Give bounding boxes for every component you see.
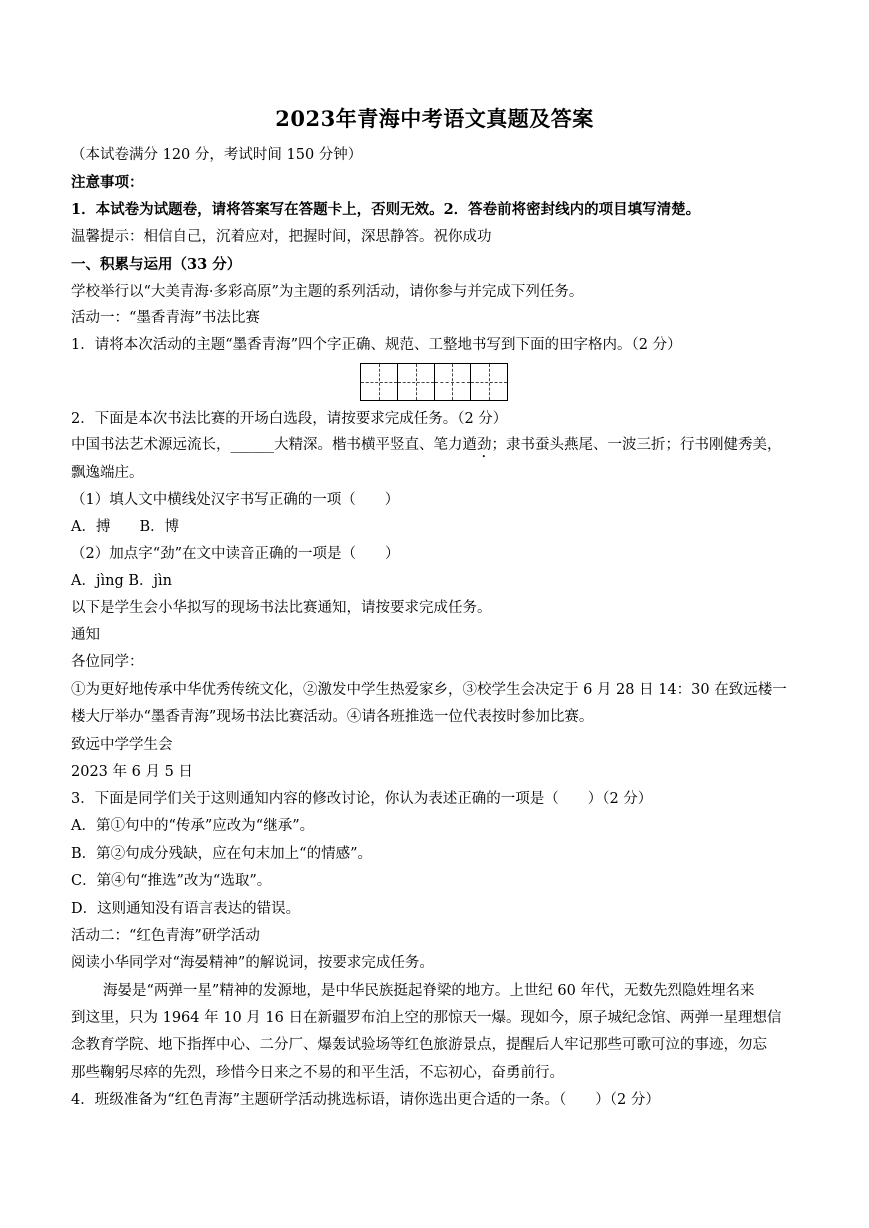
notice-salutation: 各位同学： [71, 654, 144, 670]
intro-text: 学校举行以“大美青海·多彩高原”为主题的系列活动，请你参与并完成下列任务。 [71, 284, 584, 300]
passage-2-line-1: 海晏是“两弹一星”精神的发源地，是中华民族挺起脊梁的地方。上世纪 60 年代，无数先烈隐姓埋名来 [103, 983, 755, 999]
question-2-2-options: A．jìng B．jìn [71, 573, 172, 589]
notice-intro: 以下是学生会小华拟写的现场书法比赛通知，请按要求完成任务。 [71, 600, 492, 616]
section-heading: 一、积累与运用（33 分） [71, 256, 242, 273]
notice-body: 1．本试卷为试题卷，请将答案写在答题卡上，否则无效。2．答卷前将密封线内的项目填写清楚。 [71, 201, 701, 218]
passage-1-part-a: 中国书法艺术源远流长，______大精深。楷书横平竖直、笔力遒 [71, 437, 477, 453]
notice-text-line-1: ①为更好地传承中华优秀传统文化，②激发中学生热爱家乡，③校学生会决定于 6 月 28 日 14：30 在致远楼一 [71, 682, 787, 698]
exam-info: （本试卷满分 120 分，考试时间 150 分钟） [71, 147, 363, 163]
passage-2-line-2: 到这里，只为 1964 年 10 月 16 日在新疆罗布泊上空的那惊天一爆。现如今，原子城纪念馆、两弹一星理想信 [71, 1010, 782, 1026]
question-3-option-b: B．第②句成分残缺，应在句末加上“的情感”。 [71, 846, 372, 862]
question-2-1: （1）填人文中横线处汉字书写正确的一项（ ） [71, 492, 400, 508]
tianzige-grid[interactable] [360, 363, 508, 401]
question-2-1-options: A．搏 B．博 [71, 519, 180, 535]
grid-cell[interactable] [471, 364, 507, 400]
notice-heading: 注意事项： [71, 174, 144, 191]
question-1: 1．请将本次活动的主题“墨香青海”四个字正确、规范、工整地书写到下面的田字格内。（2 分） [71, 337, 682, 353]
question-3: 3．下面是同学们关于这则通知内容的修改讨论，你认为表述正确的一项是（ ）（2 分） [71, 791, 653, 807]
question-2-2: （2）加点字“劲”在文中读音正确的一项是（ ） [71, 546, 400, 562]
activity-one-heading: 活动一：“墨香青海”书法比赛 [71, 310, 260, 326]
question-3-option-d: D．这则通知没有语言表达的错误。 [71, 901, 301, 917]
passage-2-line-3: 念教育学院、地下指挥中心、二分厂、爆轰试验场等红色旅游景点，提醒后人牢记那些可歌可泣的事迹，勿忘 [71, 1037, 767, 1053]
passage-1-part-b: ；隶书蚕头燕尾、一波三折；行书刚健秀美， [491, 437, 782, 453]
notice-text-line-2: 楼大厅举办“墨香青海”现场书法比赛活动。④请各班推选一位代表按时参加比赛。 [71, 709, 594, 725]
question-3-option-c: C．第④句“推选”改为“选取”。 [71, 873, 272, 889]
tip-text: 温馨提示：相信自己，沉着应对，把握时间，深思静答。祝你成功 [71, 229, 492, 245]
notice-signature: 致远中学学生会 [71, 737, 173, 753]
passage-1-line-1 [71, 435, 782, 461]
grid-cell[interactable] [398, 364, 435, 400]
notice-date: 2023 年 6 月 5 日 [71, 764, 193, 780]
question-2: 2．下面是本次书法比赛的开场白选段，请按要求完成任务。（2 分） [71, 411, 508, 427]
passage-2-line-4: 那些鞠躬尽瘁的先烈，珍惜今日来之不易的和平生活，不忘初心，奋勇前行。 [71, 1065, 564, 1081]
notice-title: 通知 [71, 627, 100, 643]
question-3-option-a: A．第①句中的“传承”应改为“继承”。 [71, 818, 315, 834]
dotted-character: 劲 [477, 437, 492, 453]
grid-cell[interactable] [361, 364, 398, 400]
grid-cell[interactable] [435, 364, 472, 400]
question-4: 4．班级准备为“红色青海”主题研学活动挑选标语，请你选出更合适的一条。（ ）（2 分） [71, 1092, 660, 1108]
passage-1-line-2: 飘逸端庄。 [71, 465, 144, 481]
reading-intro: 阅读小华同学对“海晏精神”的解说词，按要求完成任务。 [71, 955, 434, 971]
activity-two-heading: 活动二：“红色青海”研学活动 [71, 928, 260, 944]
page-title: 2023年青海中考语文真题及答案 [275, 106, 594, 131]
